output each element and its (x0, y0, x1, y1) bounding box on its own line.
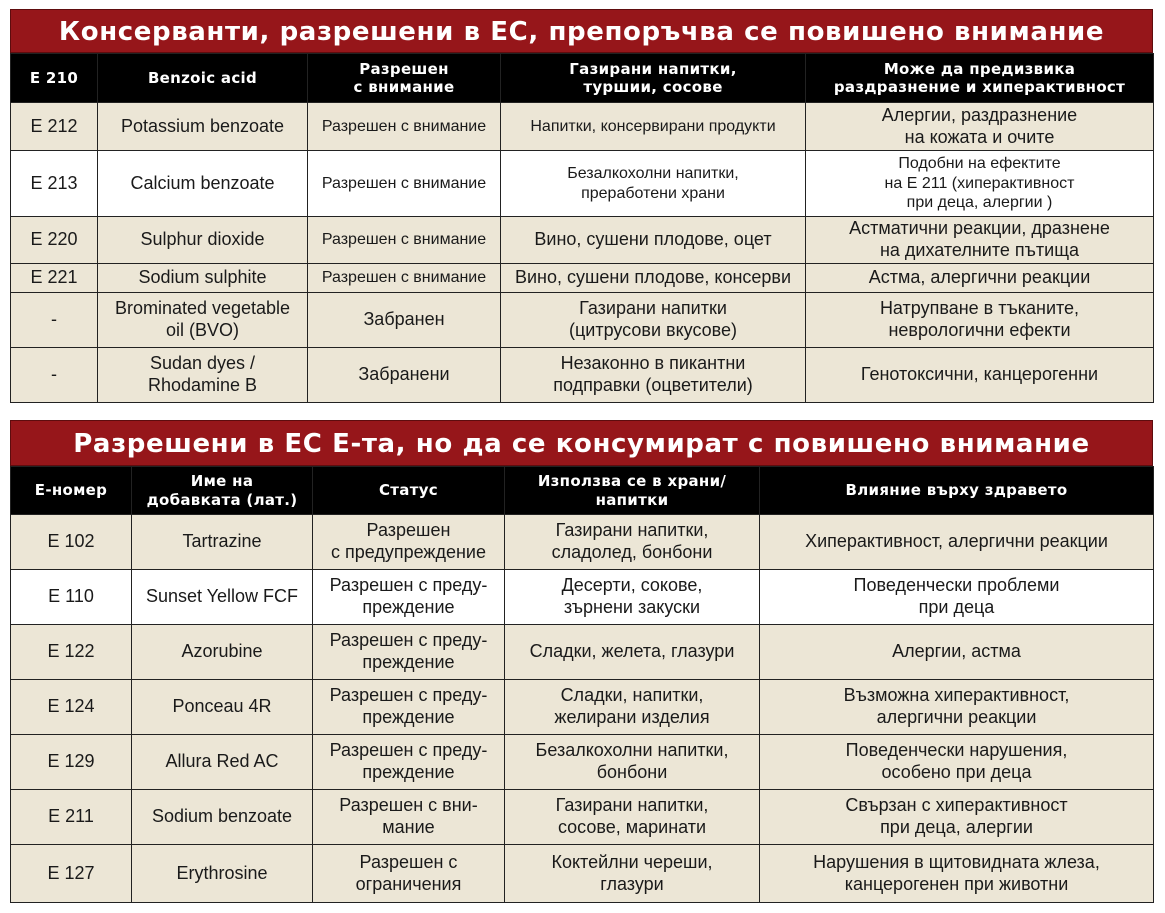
permitted-additives-title: Разрешени в ЕС Е-та, но да се консумират с повишено внимание (10, 420, 1153, 466)
health-effect: Алергии, раздразнение на кожата и очите (806, 103, 1154, 151)
e-number: Е 221 (11, 264, 98, 293)
additive-name: Sodium benzoate (132, 790, 313, 845)
health-effect: Свързан с хиперактивност при деца, алергии (760, 790, 1154, 845)
header-cell: Използва се в храни/ напитки (505, 467, 760, 515)
preservatives-title: Консерванти, разрешени в ЕС, препоръчва се повишено внимание (10, 9, 1153, 53)
health-effect: Поведенчески проблеми при деца (760, 570, 1154, 625)
additive-name: Allura Red AC (132, 735, 313, 790)
table-row (11, 151, 1154, 217)
e-number: Е 220 (11, 217, 98, 264)
e-number: - (11, 348, 98, 403)
e-number: - (11, 293, 98, 348)
usage: Газирани напитки, сосове, маринати (505, 790, 760, 845)
usage: Вино, сушени плодове, консерви (501, 264, 806, 293)
additive-name: Potassium benzoate (98, 103, 308, 151)
header-cell: Статус (313, 467, 505, 515)
e-number: Е 211 (11, 790, 132, 845)
health-effect: Подобни на ефектите на Е 211 (хиперактивност при деца, алергии ) (806, 151, 1154, 217)
e-number: Е 212 (11, 103, 98, 151)
status: Разрешен с предупреждение (313, 515, 505, 570)
permitted-additives-table (10, 466, 1154, 903)
additive-name: Erythrosine (132, 845, 313, 903)
additive-name: Tartrazine (132, 515, 313, 570)
additive-name: Azorubine (132, 625, 313, 680)
table-row (11, 570, 1154, 625)
e-number: Е 129 (11, 735, 132, 790)
table-row (11, 625, 1154, 680)
additive-name: Sudan dyes / Rhodamine B (98, 348, 308, 403)
table-row (11, 680, 1154, 735)
header-cell: Може да предизвика раздразнение и хиперактивност (806, 54, 1154, 103)
usage: Безалкохолни напитки, бонбони (505, 735, 760, 790)
additive-name: Sunset Yellow FCF (132, 570, 313, 625)
permitted-additives-section (10, 420, 1153, 903)
table-row (11, 103, 1154, 151)
header-cell: Име на добавката (лат.) (132, 467, 313, 515)
additive-name: Brominated vegetable oil (BVO) (98, 293, 308, 348)
table-row (11, 348, 1154, 403)
usage: Вино, сушени плодове, оцет (501, 217, 806, 264)
preservatives-section (10, 9, 1153, 403)
usage: Десерти, сокове, зърнени закуски (505, 570, 760, 625)
table-row (11, 790, 1154, 845)
usage: Сладки, напитки, желирани изделия (505, 680, 760, 735)
header-cell: Benzoic acid (98, 54, 308, 103)
usage: Газирани напитки, сладолед, бонбони (505, 515, 760, 570)
table-row (11, 735, 1154, 790)
health-effect: Поведенчески нарушения, особено при деца (760, 735, 1154, 790)
header-cell: Разрешен с внимание (308, 54, 501, 103)
header-cell: Влияние върху здравето (760, 467, 1154, 515)
health-effect: Астма, алергични реакции (806, 264, 1154, 293)
status: Разрешен с внимание (308, 217, 501, 264)
status: Забранен (308, 293, 501, 348)
additive-name: Sodium sulphite (98, 264, 308, 293)
table-row (11, 845, 1154, 903)
status: Разрешен с ограничения (313, 845, 505, 903)
header-cell: Е 210 (11, 54, 98, 103)
table-row (11, 217, 1154, 264)
additive-name: Calcium benzoate (98, 151, 308, 217)
header-cell: Газирани напитки, туршии, сосове (501, 54, 806, 103)
e-number: Е 110 (11, 570, 132, 625)
e-number: Е 213 (11, 151, 98, 217)
health-effect: Алергии, астма (760, 625, 1154, 680)
preservatives-header-row (11, 54, 1154, 103)
usage: Коктейлни череши, глазури (505, 845, 760, 903)
permitted-header-row (11, 467, 1154, 515)
e-number: Е 124 (11, 680, 132, 735)
header-cell: Е-номер (11, 467, 132, 515)
status: Разрешен с преду- преждение (313, 625, 505, 680)
usage: Безалкохолни напитки, преработени храни (501, 151, 806, 217)
health-effect: Натрупване в тъканите, неврологични ефекти (806, 293, 1154, 348)
status: Забранени (308, 348, 501, 403)
status: Разрешен с внимание (308, 151, 501, 217)
usage: Сладки, желета, глазури (505, 625, 760, 680)
table-row (11, 515, 1154, 570)
e-number: Е 127 (11, 845, 132, 903)
table-row (11, 293, 1154, 348)
additive-name: Ponceau 4R (132, 680, 313, 735)
status: Разрешен с преду- преждение (313, 570, 505, 625)
status: Разрешен с преду- преждение (313, 735, 505, 790)
e-number: Е 122 (11, 625, 132, 680)
health-effect: Генотоксични, канцерогенни (806, 348, 1154, 403)
status: Разрешен с внимание (308, 264, 501, 293)
additive-name: Sulphur dioxide (98, 217, 308, 264)
health-effect: Нарушения в щитовидната жлеза, канцерогенен при животни (760, 845, 1154, 903)
table-row (11, 264, 1154, 293)
usage: Газирани напитки (цитрусови вкусове) (501, 293, 806, 348)
usage: Незаконно в пикантни подправки (оцветители) (501, 348, 806, 403)
status: Разрешен с преду- преждение (313, 680, 505, 735)
e-number: Е 102 (11, 515, 132, 570)
status: Разрешен с внимание (308, 103, 501, 151)
usage: Напитки, консервирани продукти (501, 103, 806, 151)
health-effect: Астматични реакции, дразнене на дихателните пътища (806, 217, 1154, 264)
health-effect: Хиперактивност, алергични реакции (760, 515, 1154, 570)
status: Разрешен с вни- мание (313, 790, 505, 845)
health-effect: Възможна хиперактивност, алергични реакции (760, 680, 1154, 735)
preservatives-table (10, 53, 1154, 403)
